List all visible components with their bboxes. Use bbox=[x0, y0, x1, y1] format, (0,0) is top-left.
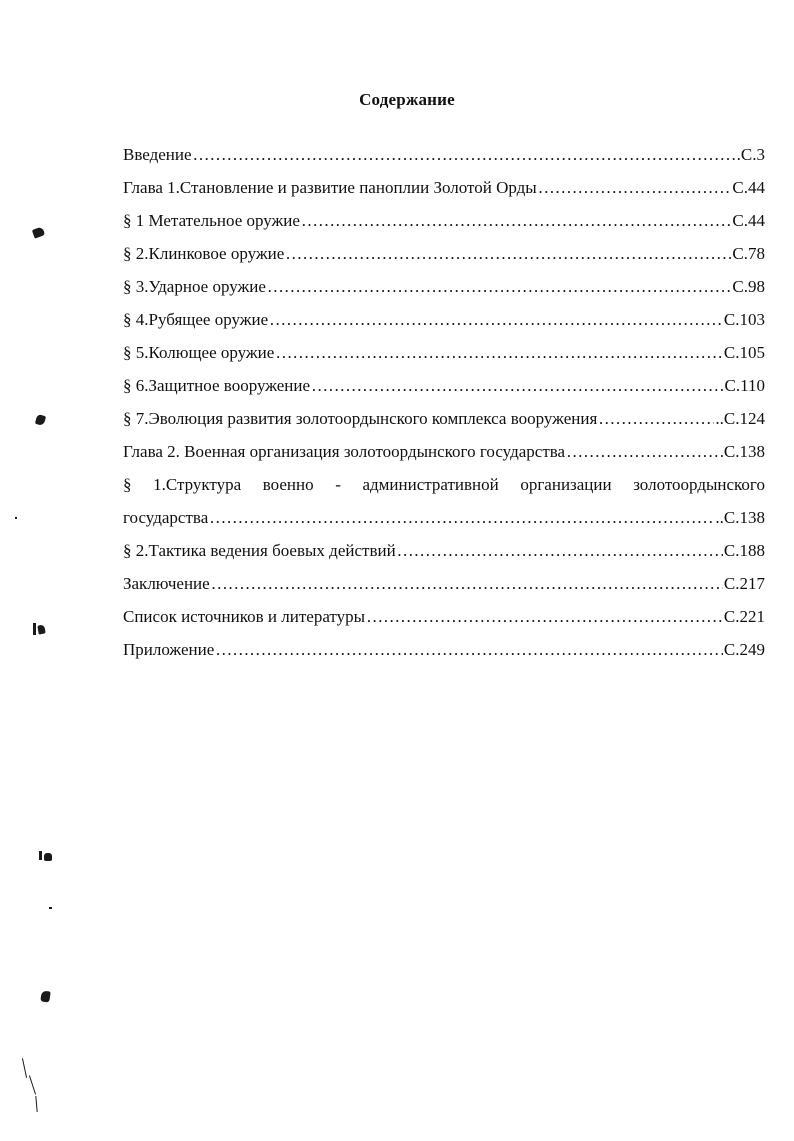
toc-leader bbox=[267, 274, 732, 300]
toc-entry-chapter-1 bbox=[123, 175, 765, 208]
toc-leader bbox=[397, 538, 723, 564]
toc-entry-label: § 1 Метательное оружие bbox=[123, 211, 300, 230]
toc-entry-label: Глава 2. Военная организация золотоордынского государства bbox=[123, 442, 566, 461]
toc-entry-page: С.44 bbox=[732, 178, 765, 197]
toc-entry-label: Приложение bbox=[123, 640, 215, 659]
toc-leader bbox=[598, 406, 714, 432]
toc-entry-section-1-1 bbox=[123, 208, 765, 241]
toc-entry-section-1-5 bbox=[123, 340, 765, 373]
toc-entry-page: .С.3 bbox=[736, 145, 765, 164]
toc-entry-label: § 4.Рубящее оружие bbox=[123, 310, 269, 329]
toc-leader bbox=[275, 340, 723, 366]
toc-entry-sources bbox=[123, 604, 765, 637]
toc-entry-page: С.110 bbox=[724, 376, 765, 395]
scan-artifact bbox=[49, 907, 52, 909]
toc-entry-page: ..С.138 bbox=[715, 508, 765, 527]
scan-artifact bbox=[37, 624, 45, 634]
scan-artifact bbox=[32, 226, 45, 238]
toc-leader bbox=[538, 175, 732, 201]
toc-entry-page: С.98 bbox=[732, 277, 765, 296]
toc-entry-label: Список источников и литературы bbox=[123, 607, 366, 626]
toc-entry-appendix bbox=[123, 637, 765, 670]
toc-entry-page: С.105 bbox=[723, 343, 765, 362]
toc-leader bbox=[301, 208, 731, 234]
toc-entry-page: С.103 bbox=[723, 310, 765, 329]
page-title: Содержание bbox=[359, 90, 455, 109]
scan-artifact bbox=[35, 1096, 37, 1112]
toc-entry-section-2-1-line-2 bbox=[123, 505, 765, 538]
scan-artifact bbox=[15, 517, 17, 519]
toc-entry-section-1-3 bbox=[123, 274, 765, 307]
toc-entry-section-2-2 bbox=[123, 538, 765, 571]
toc-entry-label: § 7.Эволюция развития золотоордынского комплекса вооружения bbox=[123, 409, 598, 428]
toc-leader bbox=[269, 307, 723, 333]
toc-entry-page: С.138 bbox=[723, 442, 765, 461]
toc-entry-section-1-6 bbox=[123, 373, 765, 406]
toc-entry-page: С.78 bbox=[732, 244, 765, 263]
toc-entry-chapter-2 bbox=[123, 439, 765, 472]
toc-leader bbox=[211, 571, 723, 597]
toc-leader bbox=[209, 505, 714, 531]
toc-entry-page: С.217 bbox=[723, 574, 765, 593]
toc-leader bbox=[311, 373, 723, 399]
scan-artifact bbox=[40, 990, 50, 1002]
toc-entry-label: § 6.Защитное вооружение bbox=[123, 376, 311, 395]
toc-entry-section-1-7 bbox=[123, 406, 765, 439]
toc-entry-page: С.188 bbox=[723, 541, 765, 560]
toc-entry-label: § 5.Колющее оружие bbox=[123, 343, 275, 362]
toc-entry-page: С.221 bbox=[723, 607, 765, 626]
table-of-contents bbox=[123, 142, 765, 670]
toc-entry-section-1-2 bbox=[123, 241, 765, 274]
toc-entry-label: § 1.Структура военно - административной организации золотоордынского bbox=[123, 475, 765, 494]
toc-entry-page: С.249 bbox=[723, 640, 765, 659]
toc-entry-page: ..С.124 bbox=[715, 409, 765, 428]
toc-entry-label: Введение bbox=[123, 145, 192, 164]
toc-entry-conclusion bbox=[123, 571, 765, 604]
toc-leader bbox=[193, 142, 736, 168]
toc-entry-section-2-1-line-1 bbox=[123, 472, 765, 505]
scan-artifact bbox=[35, 414, 46, 426]
toc-entry-introduction bbox=[123, 142, 765, 175]
scan-artifact bbox=[29, 1075, 36, 1094]
toc-entry-label: Глава 1.Становление и развитие паноплии Золотой Орды bbox=[123, 178, 537, 197]
toc-leader bbox=[215, 637, 723, 663]
scan-artifact bbox=[44, 853, 52, 861]
toc-leader bbox=[566, 439, 723, 465]
toc-entry-section-1-4 bbox=[123, 307, 765, 340]
toc-entry-label: § 3.Ударное оружие bbox=[123, 277, 266, 296]
toc-entry-page: С.44 bbox=[732, 211, 765, 230]
toc-entry-label: Заключение bbox=[123, 574, 210, 593]
scan-artifact bbox=[39, 851, 42, 860]
toc-leader bbox=[285, 241, 731, 267]
toc-leader bbox=[366, 604, 723, 630]
scan-artifact bbox=[22, 1058, 27, 1078]
toc-entry-label: государства bbox=[123, 508, 209, 527]
scan-artifact bbox=[33, 623, 36, 635]
toc-entry-label: § 2.Клинковое оружие bbox=[123, 244, 285, 263]
toc-entry-label: § 2.Тактика ведения боевых действий bbox=[123, 541, 396, 560]
